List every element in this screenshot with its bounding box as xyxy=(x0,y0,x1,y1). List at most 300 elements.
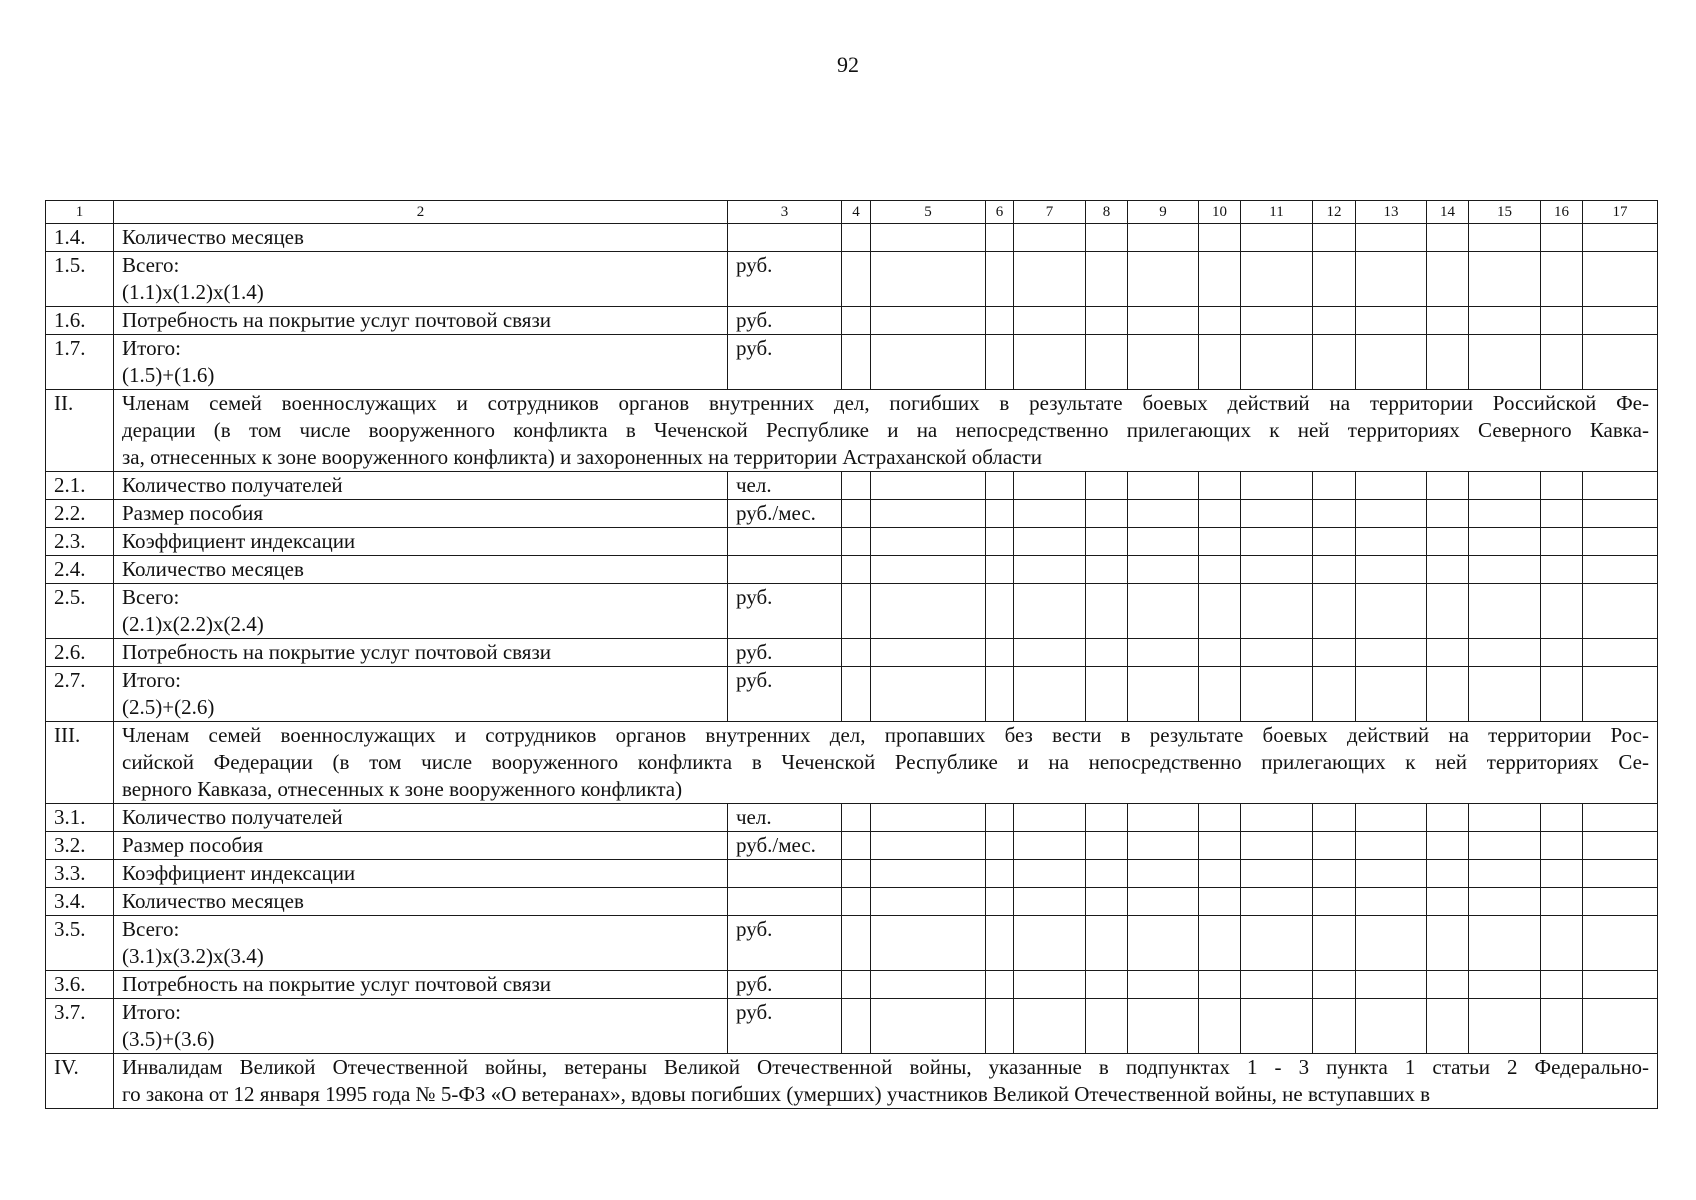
value-cell-col-13 xyxy=(1356,556,1427,584)
value-cell-col-15 xyxy=(1469,832,1541,860)
value-cell-col-10 xyxy=(1199,528,1241,556)
value-cell-col-11 xyxy=(1241,307,1313,335)
value-cell-col-17 xyxy=(1583,639,1658,667)
value-cell-col-5 xyxy=(871,832,986,860)
value-cell-col-16 xyxy=(1541,999,1583,1054)
value-cell-col-9 xyxy=(1128,500,1199,528)
value-cell-col-4 xyxy=(842,528,871,556)
value-cell-col-13 xyxy=(1356,500,1427,528)
value-cell-col-14 xyxy=(1427,224,1469,252)
column-header-row xyxy=(46,201,1658,224)
column-header-2: 2 xyxy=(114,201,728,224)
row-unit: руб. xyxy=(728,335,842,390)
value-cell-col-6 xyxy=(986,252,1014,307)
value-cell-col-13 xyxy=(1356,528,1427,556)
value-cell-col-12 xyxy=(1313,335,1356,390)
row-label-line: Потребность на покрытие услуг почтовой связи xyxy=(122,308,551,332)
value-cell-col-11 xyxy=(1241,667,1313,722)
value-cell-col-16 xyxy=(1541,556,1583,584)
value-cell-col-8 xyxy=(1086,999,1128,1054)
value-cell-col-11 xyxy=(1241,224,1313,252)
value-cell-col-11 xyxy=(1241,335,1313,390)
value-cell-col-4 xyxy=(842,639,871,667)
column-header-15: 15 xyxy=(1469,201,1541,224)
row-number: 1.4. xyxy=(46,224,114,252)
value-cell-col-10 xyxy=(1199,804,1241,832)
value-cell-col-9 xyxy=(1128,860,1199,888)
value-cell-col-12 xyxy=(1313,307,1356,335)
row-label-line: Итого: xyxy=(122,1000,181,1024)
value-cell-col-16 xyxy=(1541,667,1583,722)
table-row xyxy=(46,252,1658,307)
value-cell-col-12 xyxy=(1313,500,1356,528)
column-header-13: 13 xyxy=(1356,201,1427,224)
table-row xyxy=(46,335,1658,390)
value-cell-col-5 xyxy=(871,472,986,500)
value-cell-col-17 xyxy=(1583,500,1658,528)
value-cell-col-14 xyxy=(1427,639,1469,667)
section-number: II. xyxy=(46,390,114,472)
value-cell-col-8 xyxy=(1086,667,1128,722)
value-cell-col-4 xyxy=(842,888,871,916)
row-label xyxy=(114,556,728,584)
section-title xyxy=(114,390,1658,472)
value-cell-col-6 xyxy=(986,639,1014,667)
value-cell-col-17 xyxy=(1583,224,1658,252)
value-cell-col-5 xyxy=(871,584,986,639)
value-cell-col-9 xyxy=(1128,307,1199,335)
value-cell-col-9 xyxy=(1128,999,1199,1054)
row-label-line: Коэффициент индексации xyxy=(122,861,356,885)
value-cell-col-5 xyxy=(871,860,986,888)
value-cell-col-9 xyxy=(1128,639,1199,667)
value-cell-col-15 xyxy=(1469,916,1541,971)
value-cell-col-12 xyxy=(1313,584,1356,639)
value-cell-col-17 xyxy=(1583,916,1658,971)
value-cell-col-12 xyxy=(1313,999,1356,1054)
value-cell-col-11 xyxy=(1241,556,1313,584)
value-cell-col-11 xyxy=(1241,584,1313,639)
value-cell-col-13 xyxy=(1356,639,1427,667)
table-row xyxy=(46,971,1658,999)
value-cell-col-8 xyxy=(1086,584,1128,639)
value-cell-col-5 xyxy=(871,888,986,916)
value-cell-col-9 xyxy=(1128,252,1199,307)
value-cell-col-17 xyxy=(1583,971,1658,999)
row-label xyxy=(114,971,728,999)
row-label-line: (2.5)+(2.6) xyxy=(122,695,215,719)
value-cell-col-10 xyxy=(1199,888,1241,916)
value-cell-col-7 xyxy=(1014,888,1086,916)
value-cell-col-13 xyxy=(1356,335,1427,390)
value-cell-col-7 xyxy=(1014,804,1086,832)
value-cell-col-7 xyxy=(1014,584,1086,639)
value-cell-col-13 xyxy=(1356,584,1427,639)
row-unit: руб. xyxy=(728,971,842,999)
row-unit: руб. xyxy=(728,584,842,639)
column-header-14: 14 xyxy=(1427,201,1469,224)
row-label-line: (3.1)x(3.2)x(3.4) xyxy=(122,944,264,968)
value-cell-col-16 xyxy=(1541,528,1583,556)
value-cell-col-4 xyxy=(842,667,871,722)
value-cell-col-7 xyxy=(1014,335,1086,390)
column-header-10: 10 xyxy=(1199,201,1241,224)
section-title xyxy=(114,1054,1658,1109)
value-cell-col-12 xyxy=(1313,639,1356,667)
row-number: 2.5. xyxy=(46,584,114,639)
value-cell-col-14 xyxy=(1427,335,1469,390)
value-cell-col-6 xyxy=(986,916,1014,971)
row-label xyxy=(114,860,728,888)
section-number: III. xyxy=(46,722,114,804)
table-row xyxy=(46,888,1658,916)
value-cell-col-6 xyxy=(986,556,1014,584)
value-cell-col-10 xyxy=(1199,335,1241,390)
column-header-7: 7 xyxy=(1014,201,1086,224)
row-label-line: (1.5)+(1.6) xyxy=(122,363,215,387)
row-label-line: Всего: xyxy=(122,253,180,277)
value-cell-col-15 xyxy=(1469,888,1541,916)
row-label-line: Потребность на покрытие услуг почтовой связи xyxy=(122,640,551,664)
value-cell-col-7 xyxy=(1014,556,1086,584)
value-cell-col-4 xyxy=(842,860,871,888)
value-cell-col-12 xyxy=(1313,224,1356,252)
section-title-line: сийской Федерации (в том числе вооруженного конфликта в Чеченской Республике и на непосредственно прилегающих к ней территориях Се- xyxy=(122,750,1649,774)
value-cell-col-14 xyxy=(1427,307,1469,335)
row-number: 2.1. xyxy=(46,472,114,500)
value-cell-col-4 xyxy=(842,224,871,252)
value-cell-col-11 xyxy=(1241,999,1313,1054)
value-cell-col-14 xyxy=(1427,472,1469,500)
value-cell-col-15 xyxy=(1469,804,1541,832)
row-number: 2.6. xyxy=(46,639,114,667)
column-header-12: 12 xyxy=(1313,201,1356,224)
value-cell-col-14 xyxy=(1427,971,1469,999)
value-cell-col-12 xyxy=(1313,667,1356,722)
value-cell-col-16 xyxy=(1541,224,1583,252)
value-cell-col-4 xyxy=(842,335,871,390)
value-cell-col-4 xyxy=(842,307,871,335)
value-cell-col-12 xyxy=(1313,556,1356,584)
table-row xyxy=(46,224,1658,252)
value-cell-col-5 xyxy=(871,307,986,335)
value-cell-col-11 xyxy=(1241,804,1313,832)
section-header-row xyxy=(46,1054,1658,1109)
table-row xyxy=(46,307,1658,335)
value-cell-col-11 xyxy=(1241,860,1313,888)
section-title-line: Членам семей военнослужащих и сотрудников органов внутренних дел, погибших в результате боевых действий на территории Российской Фе- xyxy=(122,391,1649,415)
row-unit: руб./мес. xyxy=(728,832,842,860)
table-row xyxy=(46,999,1658,1054)
table-row xyxy=(46,832,1658,860)
row-unit: руб. xyxy=(728,916,842,971)
row-label-line: Всего: xyxy=(122,585,180,609)
value-cell-col-11 xyxy=(1241,639,1313,667)
value-cell-col-10 xyxy=(1199,916,1241,971)
value-cell-col-9 xyxy=(1128,528,1199,556)
value-cell-col-16 xyxy=(1541,584,1583,639)
row-label-line: Количество получателей xyxy=(122,473,343,497)
value-cell-col-12 xyxy=(1313,888,1356,916)
value-cell-col-11 xyxy=(1241,472,1313,500)
value-cell-col-17 xyxy=(1583,252,1658,307)
value-cell-col-5 xyxy=(871,804,986,832)
row-label xyxy=(114,252,728,307)
value-cell-col-5 xyxy=(871,971,986,999)
value-cell-col-10 xyxy=(1199,860,1241,888)
value-cell-col-5 xyxy=(871,500,986,528)
row-label xyxy=(114,472,728,500)
column-header-8: 8 xyxy=(1086,201,1128,224)
value-cell-col-7 xyxy=(1014,224,1086,252)
value-cell-col-7 xyxy=(1014,528,1086,556)
value-cell-col-10 xyxy=(1199,999,1241,1054)
row-number: 2.4. xyxy=(46,556,114,584)
value-cell-col-12 xyxy=(1313,832,1356,860)
value-cell-col-8 xyxy=(1086,528,1128,556)
value-cell-col-9 xyxy=(1128,888,1199,916)
row-label-line: Итого: xyxy=(122,336,181,360)
value-cell-col-8 xyxy=(1086,307,1128,335)
value-cell-col-5 xyxy=(871,556,986,584)
value-cell-col-4 xyxy=(842,472,871,500)
value-cell-col-7 xyxy=(1014,916,1086,971)
value-cell-col-16 xyxy=(1541,971,1583,999)
value-cell-col-10 xyxy=(1199,307,1241,335)
value-cell-col-14 xyxy=(1427,888,1469,916)
section-title-line: Членам семей военнослужащих и сотрудников органов внутренних дел, пропавших без вести в результате боевых действий на территории Рос- xyxy=(122,723,1649,747)
table-row xyxy=(46,556,1658,584)
value-cell-col-9 xyxy=(1128,916,1199,971)
value-cell-col-7 xyxy=(1014,639,1086,667)
value-cell-col-13 xyxy=(1356,971,1427,999)
value-cell-col-6 xyxy=(986,667,1014,722)
row-unit: чел. xyxy=(728,472,842,500)
value-cell-col-14 xyxy=(1427,500,1469,528)
value-cell-col-16 xyxy=(1541,335,1583,390)
value-cell-col-8 xyxy=(1086,804,1128,832)
value-cell-col-17 xyxy=(1583,307,1658,335)
row-unit xyxy=(728,224,842,252)
column-header-4: 4 xyxy=(842,201,871,224)
section-title-line: Инвалидам Великой Отечественной войны, ветераны Великой Отечественной войны, указанные в подпунктах 1 - 3 пункта 1 статьи 2 Федерально- xyxy=(122,1055,1649,1079)
table-row xyxy=(46,860,1658,888)
value-cell-col-14 xyxy=(1427,999,1469,1054)
row-label-line: Коэффициент индексации xyxy=(122,529,356,553)
value-cell-col-9 xyxy=(1128,472,1199,500)
value-cell-col-5 xyxy=(871,667,986,722)
value-cell-col-10 xyxy=(1199,472,1241,500)
value-cell-col-14 xyxy=(1427,556,1469,584)
table-row xyxy=(46,916,1658,971)
value-cell-col-8 xyxy=(1086,916,1128,971)
section-header-row xyxy=(46,390,1658,472)
value-cell-col-16 xyxy=(1541,500,1583,528)
row-number: 3.6. xyxy=(46,971,114,999)
value-cell-col-9 xyxy=(1128,971,1199,999)
value-cell-col-16 xyxy=(1541,639,1583,667)
row-number: 3.5. xyxy=(46,916,114,971)
value-cell-col-16 xyxy=(1541,252,1583,307)
table-row xyxy=(46,584,1658,639)
value-cell-col-10 xyxy=(1199,252,1241,307)
value-cell-col-13 xyxy=(1356,224,1427,252)
row-label-line: Количество месяцев xyxy=(122,557,304,581)
value-cell-col-16 xyxy=(1541,832,1583,860)
value-cell-col-17 xyxy=(1583,335,1658,390)
value-cell-col-6 xyxy=(986,584,1014,639)
value-cell-col-16 xyxy=(1541,804,1583,832)
value-cell-col-16 xyxy=(1541,307,1583,335)
value-cell-col-15 xyxy=(1469,335,1541,390)
row-label xyxy=(114,639,728,667)
value-cell-col-7 xyxy=(1014,971,1086,999)
value-cell-col-17 xyxy=(1583,999,1658,1054)
row-unit: руб. xyxy=(728,307,842,335)
value-cell-col-17 xyxy=(1583,860,1658,888)
row-number: 1.5. xyxy=(46,252,114,307)
value-cell-col-4 xyxy=(842,804,871,832)
value-cell-col-7 xyxy=(1014,667,1086,722)
value-cell-col-9 xyxy=(1128,335,1199,390)
value-cell-col-13 xyxy=(1356,667,1427,722)
value-cell-col-7 xyxy=(1014,500,1086,528)
value-cell-col-8 xyxy=(1086,500,1128,528)
value-cell-col-15 xyxy=(1469,307,1541,335)
section-number: IV. xyxy=(46,1054,114,1109)
row-label-line: Количество месяцев xyxy=(122,889,304,913)
value-cell-col-6 xyxy=(986,832,1014,860)
value-cell-col-8 xyxy=(1086,224,1128,252)
row-label xyxy=(114,888,728,916)
table-row xyxy=(46,667,1658,722)
value-cell-col-14 xyxy=(1427,667,1469,722)
value-cell-col-5 xyxy=(871,335,986,390)
column-header-17: 17 xyxy=(1583,201,1658,224)
table-row xyxy=(46,500,1658,528)
value-cell-col-6 xyxy=(986,307,1014,335)
value-cell-col-8 xyxy=(1086,639,1128,667)
value-cell-col-12 xyxy=(1313,252,1356,307)
value-cell-col-4 xyxy=(842,832,871,860)
value-cell-col-4 xyxy=(842,916,871,971)
value-cell-col-6 xyxy=(986,999,1014,1054)
value-cell-col-5 xyxy=(871,528,986,556)
value-cell-col-13 xyxy=(1356,804,1427,832)
column-header-6: 6 xyxy=(986,201,1014,224)
value-cell-col-4 xyxy=(842,500,871,528)
value-cell-col-9 xyxy=(1128,804,1199,832)
row-unit xyxy=(728,528,842,556)
row-label xyxy=(114,584,728,639)
value-cell-col-6 xyxy=(986,860,1014,888)
value-cell-col-5 xyxy=(871,999,986,1054)
row-label xyxy=(114,307,728,335)
value-cell-col-15 xyxy=(1469,999,1541,1054)
value-cell-col-13 xyxy=(1356,832,1427,860)
value-cell-col-10 xyxy=(1199,667,1241,722)
value-cell-col-8 xyxy=(1086,335,1128,390)
value-cell-col-12 xyxy=(1313,804,1356,832)
row-number: 2.2. xyxy=(46,500,114,528)
value-cell-col-6 xyxy=(986,335,1014,390)
value-cell-col-7 xyxy=(1014,252,1086,307)
row-number: 3.3. xyxy=(46,860,114,888)
value-cell-col-13 xyxy=(1356,472,1427,500)
row-number: 2.7. xyxy=(46,667,114,722)
value-cell-col-17 xyxy=(1583,528,1658,556)
row-number: 3.1. xyxy=(46,804,114,832)
value-cell-col-7 xyxy=(1014,832,1086,860)
value-cell-col-15 xyxy=(1469,528,1541,556)
row-label-line: Потребность на покрытие услуг почтовой связи xyxy=(122,972,551,996)
value-cell-col-5 xyxy=(871,252,986,307)
value-cell-col-9 xyxy=(1128,832,1199,860)
value-cell-col-10 xyxy=(1199,971,1241,999)
value-cell-col-11 xyxy=(1241,528,1313,556)
value-cell-col-10 xyxy=(1199,556,1241,584)
row-label xyxy=(114,832,728,860)
row-unit: руб. xyxy=(728,999,842,1054)
value-cell-col-15 xyxy=(1469,556,1541,584)
row-label xyxy=(114,916,728,971)
row-number: 2.3. xyxy=(46,528,114,556)
table-row xyxy=(46,528,1658,556)
value-cell-col-10 xyxy=(1199,832,1241,860)
value-cell-col-10 xyxy=(1199,584,1241,639)
value-cell-col-17 xyxy=(1583,832,1658,860)
value-cell-col-15 xyxy=(1469,252,1541,307)
row-unit xyxy=(728,860,842,888)
row-label-line: Всего: xyxy=(122,917,180,941)
value-cell-col-4 xyxy=(842,252,871,307)
value-cell-col-15 xyxy=(1469,224,1541,252)
value-cell-col-14 xyxy=(1427,252,1469,307)
value-cell-col-13 xyxy=(1356,888,1427,916)
value-cell-col-9 xyxy=(1128,667,1199,722)
value-cell-col-6 xyxy=(986,472,1014,500)
value-cell-col-11 xyxy=(1241,252,1313,307)
row-number: 1.6. xyxy=(46,307,114,335)
row-label xyxy=(114,999,728,1054)
value-cell-col-6 xyxy=(986,804,1014,832)
column-header-11: 11 xyxy=(1241,201,1313,224)
value-cell-col-15 xyxy=(1469,860,1541,888)
value-cell-col-6 xyxy=(986,528,1014,556)
value-cell-col-4 xyxy=(842,971,871,999)
value-cell-col-4 xyxy=(842,999,871,1054)
value-cell-col-16 xyxy=(1541,472,1583,500)
value-cell-col-15 xyxy=(1469,472,1541,500)
column-header-1: 1 xyxy=(46,201,114,224)
value-cell-col-14 xyxy=(1427,860,1469,888)
value-cell-col-14 xyxy=(1427,584,1469,639)
row-unit: руб. xyxy=(728,667,842,722)
value-cell-col-11 xyxy=(1241,888,1313,916)
section-title xyxy=(114,722,1658,804)
row-number: 3.7. xyxy=(46,999,114,1054)
row-unit: чел. xyxy=(728,804,842,832)
value-cell-col-12 xyxy=(1313,472,1356,500)
value-cell-col-16 xyxy=(1541,860,1583,888)
column-header-3: 3 xyxy=(728,201,842,224)
column-header-9: 9 xyxy=(1128,201,1199,224)
column-header-5: 5 xyxy=(871,201,986,224)
value-cell-col-17 xyxy=(1583,667,1658,722)
value-cell-col-11 xyxy=(1241,971,1313,999)
value-cell-col-15 xyxy=(1469,639,1541,667)
value-cell-col-8 xyxy=(1086,832,1128,860)
